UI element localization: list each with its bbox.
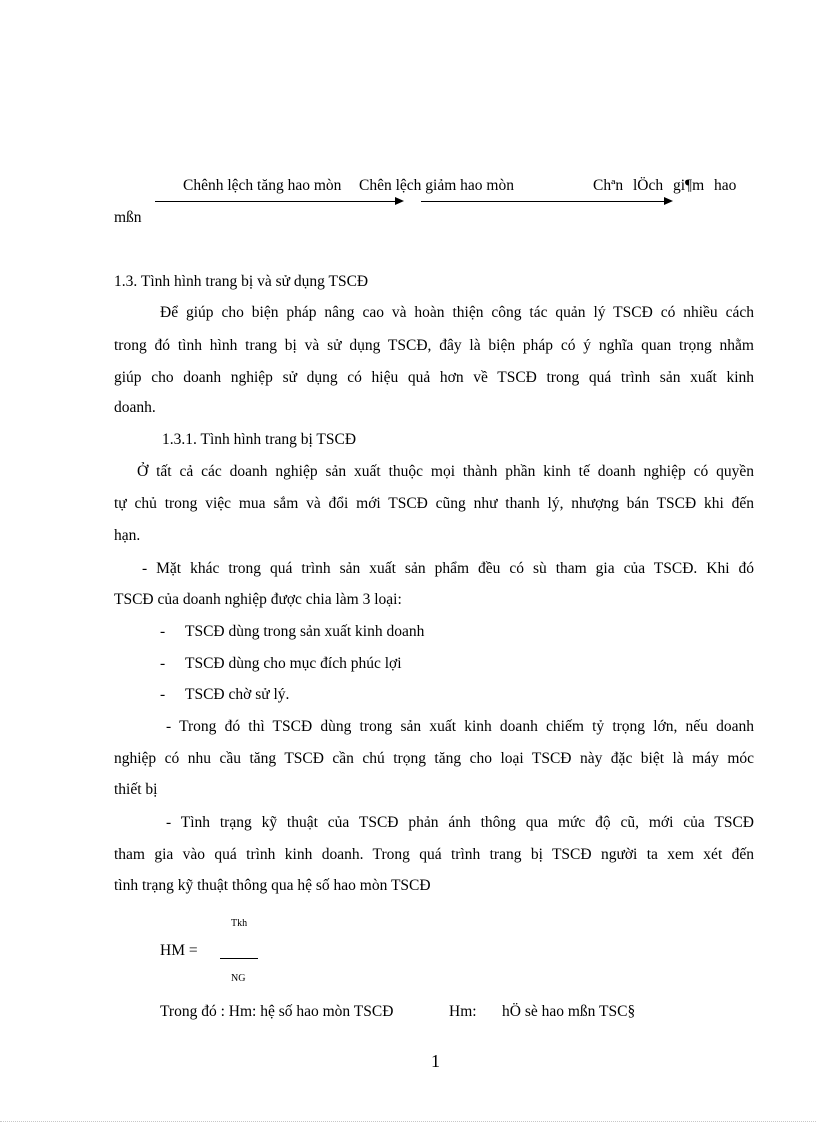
- intro-line-4: doanh.: [114, 399, 156, 416]
- page-number: 1: [431, 1051, 440, 1071]
- list-item-bullet: -: [160, 686, 166, 703]
- para4-line-2: [114, 750, 754, 768]
- diagram-label-garbled-cont: mßn: [114, 209, 142, 226]
- para4-line-3: thiết bị: [114, 781, 158, 798]
- page-bottom-border: [0, 1121, 816, 1122]
- formula-numerator: Tkh: [231, 918, 248, 929]
- formula-note-3: hÖ sè hao mßn TSC§: [502, 1003, 636, 1020]
- para5-line-2: [114, 846, 754, 864]
- diagram-arrow-1-head: [395, 197, 404, 205]
- formula-denominator: NG: [231, 973, 246, 984]
- diagram-arrow-2-line: [421, 201, 664, 202]
- formula-note-1: Trong đó : Hm: hệ số hao mòn TSCĐ: [160, 1003, 394, 1020]
- para3-line-2: TSCĐ của doanh nghiệp được chia làm 3 loại:: [114, 591, 402, 608]
- intro-text-1: Để giúp cho biện pháp nâng cao và hoàn thiện công tác quản lý TSCĐ có nhiều cách: [160, 304, 754, 321]
- para3-text-1: - Mặt khác trong quá trình sản xuất sản phẩm đều có sù tham gia của TSCĐ. Khi đó: [142, 560, 754, 577]
- formula-note-2: Hm:: [449, 1003, 477, 1020]
- diagram-label-decrease: Chên lệch giảm hao mòn: [359, 177, 514, 194]
- intro-text-3: giúp cho doanh nghiệp sử dụng có hiệu quả hơn về TSCĐ trong quá trình sản xuất kinh: [114, 369, 754, 386]
- list-item: TSCĐ dùng cho mục đích phúc lợi: [185, 655, 402, 672]
- diagram-label-garbled: Chªn lÖch gi¶m hao: [593, 177, 737, 194]
- diagram-label-increase: Chênh lệch tăng hao mòn: [183, 177, 342, 194]
- para5-text-2: tham gia vào quá trình kinh doanh. Trong quá trình trang bị TSCĐ người ta xem xét đến: [114, 846, 754, 863]
- para2-line-2: [114, 495, 754, 513]
- para4-text-2: nghiệp có nhu cầu tăng TSCĐ cần chú trọng tăng cho loại TSCĐ này đặc biệt là máy móc: [114, 750, 754, 767]
- formula-lhs: HM =: [160, 942, 198, 959]
- diagram-arrow-2-head: [664, 197, 673, 205]
- intro-line-1: [160, 304, 754, 322]
- intro-line-3: [114, 369, 754, 387]
- para4-line-1: [166, 718, 754, 736]
- list-item-bullet: -: [160, 623, 166, 640]
- diagram-arrow-1-line: [155, 201, 395, 202]
- para5-text-1: - Tình trạng kỹ thuật của TSCĐ phản ánh thông qua mức độ cũ, mới của TSCĐ: [166, 814, 754, 831]
- list-item-bullet: -: [160, 655, 166, 672]
- para2-text-1: Ở tất cả các doanh nghiệp sản xuất thuộc mọi thành phần kinh tế doanh nghiệp có quyền: [137, 463, 754, 480]
- para2-line-1: [137, 463, 754, 481]
- intro-text-2: trong đó tình hình trang bị và sử dụng TSCĐ, đây là biện pháp có ý nghĩa quan trọng nhằm: [114, 337, 754, 354]
- list-item: TSCĐ dùng trong sản xuất kinh doanh: [185, 623, 425, 640]
- para5-line-1: [166, 814, 754, 832]
- para5-line-3: tình trạng kỹ thuật thông qua hệ số hao mòn TSCĐ: [114, 877, 431, 894]
- para3-line-1: [142, 560, 754, 578]
- intro-line-2: [114, 337, 754, 355]
- section-heading: 1.3. Tình hình trang bị và sử dụng TSCĐ: [114, 273, 369, 290]
- para4-text-1: - Trong đó thì TSCĐ dùng trong sản xuất kinh doanh chiếm tỷ trọng lớn, nếu doanh: [166, 718, 754, 735]
- para2-line-3: hạn.: [114, 527, 141, 544]
- subsection-heading: 1.3.1. Tình hình trang bị TSCĐ: [162, 431, 357, 448]
- formula-fraction-bar: [220, 958, 258, 959]
- list-item: TSCĐ chờ sử lý.: [185, 686, 290, 703]
- para2-text-2: tự chủ trong việc mua sắm và đổi mới TSCĐ cũng như thanh lý, nhượng bán TSCĐ khi đến: [114, 495, 754, 512]
